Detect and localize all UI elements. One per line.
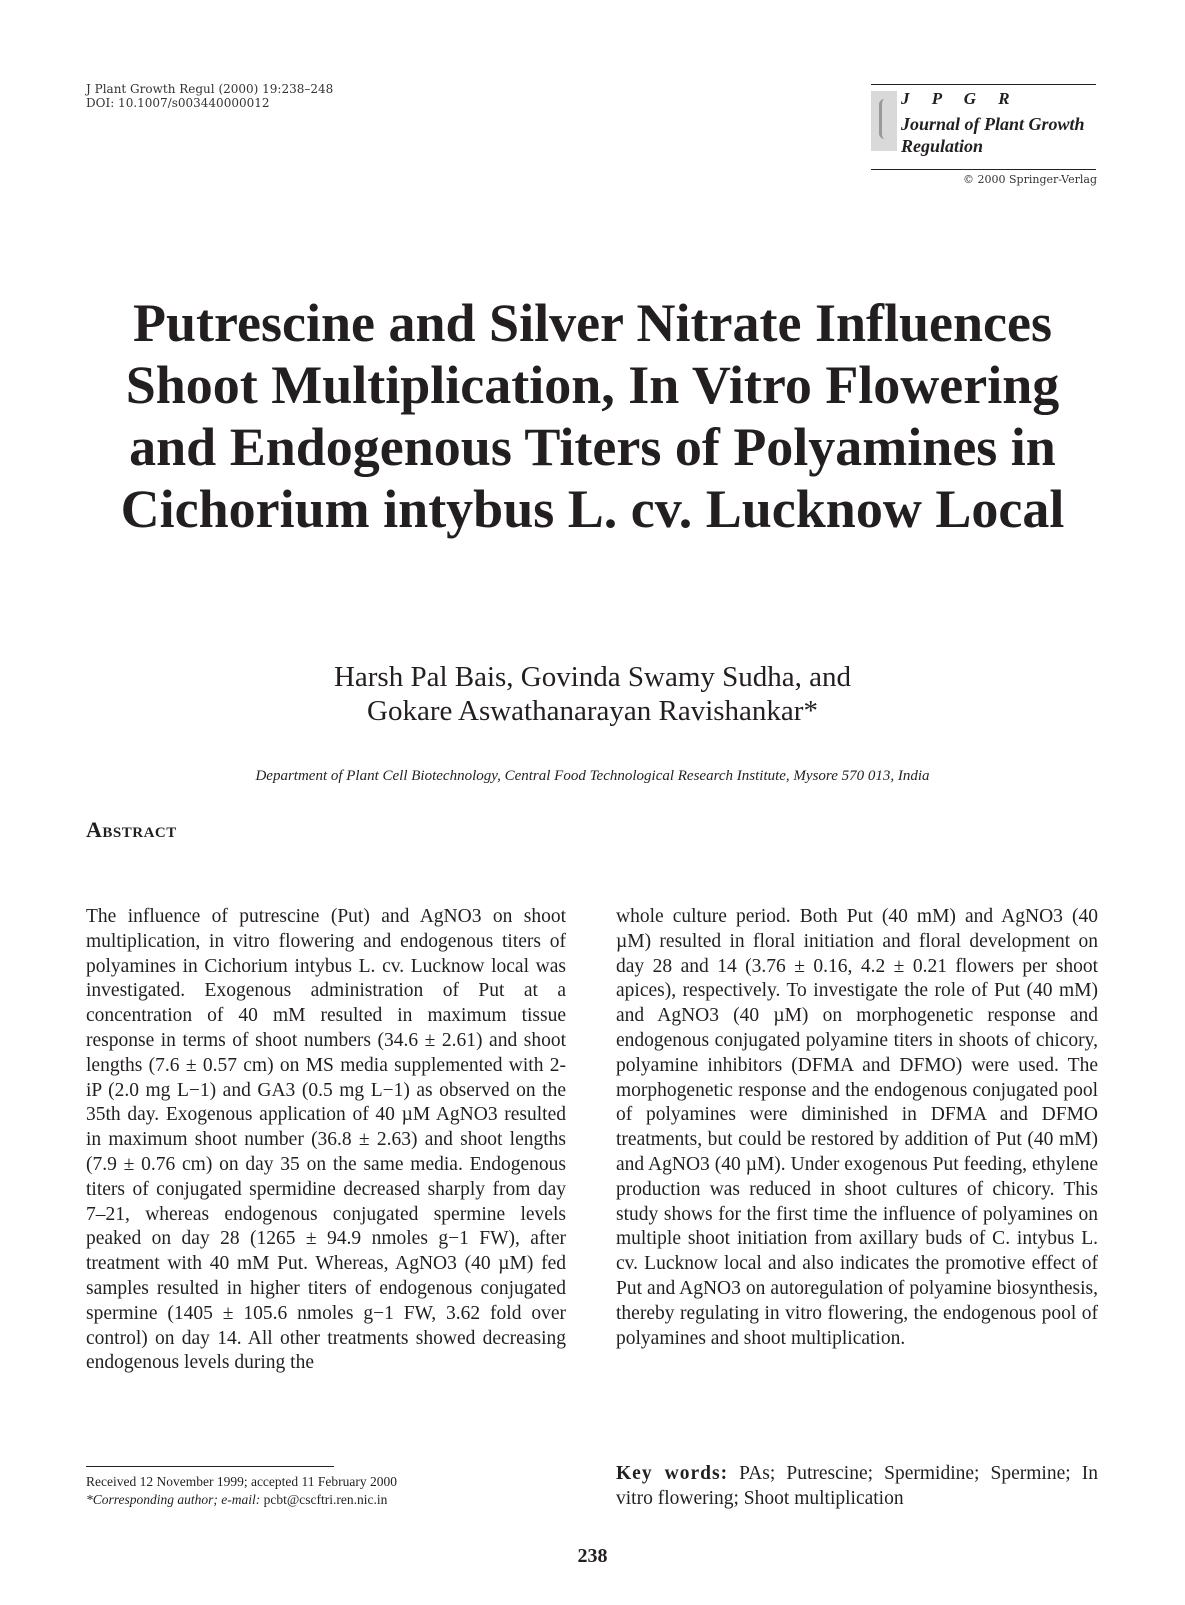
abstract-column-left: The influence of putrescine (Put) and AgNO3 on shoot multiplication, in vitro flowering and endogenous titers of polyamines in Cichorium intybus L. cv. Lucknow local was investigated. Exogenous administration of Put at a concentration of 40 mM resulted in maximum tissue response in terms of shoot numbers (34.6 ± 2.61) and shoot lengths (7.6 ± 0.57 cm) on MS media supplemented with 2-iP (2.0 mg L−1) and GA3 (0.5 mg L−1) as observed on the 35th day. Exogenous application of 40 µM AgNO3 resulted in maximum shoot number (36.8 ± 2.63) and shoot lengths (7.9 ± 0.76 cm) on day 35 on the same media. Endogenous titers of conjugated spermidine decreased sharply from day 7–21, whereas endogenous conjugated spermine levels peaked on day 28 (1265 ± 94.9 nmoles g−1 FW), after treatment with 40 mM Put. Whereas, AgNO3 (40 µM) fed samples resulted in higher titers of endogenous conjugated spermine (1405 ± 105.6 nmoles g−1 FW, 3.62 fold over control) on day 14. All other treatments showed decreasing endogenous levels during the	[86, 906, 566, 1374]
abstract-column-right: whole culture period. Both Put (40 mM) and AgNO3 (40 µM) resulted in floral initiation and floral development on day 28 and 14 (3.76 ± 0.16, 4.2 ± 0.21 flowers per shoot apices), respectively. To investigate the role of Put (40 mM) and AgNO3 (40 µM) on morphogenetic response and endogenous conjugated polyamine titers in shoots of chicory, polyamine inhibitors (DFMA and DFMO) were used. The morphogenetic response and the endogenous conjugated pool of polyamines were diminished in DFMA and DFMO treatments, but could be restored by addition of Put (40 mM) and AgNO3 (40 µM). Under exogenous Put feeding, ethylene production was reduced in shoot cultures of chicory. This study shows for the first time the influence of polyamines on multiple shoot initiation from axillary buds of C. intybus L. cv. Lucknow local and also indicates the promotive effect of Put and AgNO3 on autoregulation of polyamine biosynthesis, thereby regulating in vitro flowering, the endogenous pool of polyamines and shoot multiplication.	[616, 906, 1098, 1349]
journal-abbreviation: J P G R	[901, 89, 1019, 108]
corresponding-label: *Corresponding author; e-mail:	[86, 1492, 261, 1507]
author-line: Gokare Aswathanarayan Ravishankar*	[367, 695, 818, 727]
page-number: 238	[577, 1545, 608, 1567]
keywords	[616, 1462, 1098, 1512]
citation-line: J Plant Growth Regul (2000) 19:238–248	[86, 82, 334, 96]
keywords-list: PAs; Putrescine; Spermidine; Spermine; In vitro flowering; Shoot multiplication	[616, 1463, 1098, 1509]
journal-logo-mark	[871, 91, 897, 151]
author-line: Harsh Pal Bais, Govinda Swamy Sudha, and	[333, 661, 852, 693]
received-dates: Received 12 November 1999; accepted 11 February 2000	[86, 1474, 398, 1489]
author-list	[80, 660, 1105, 728]
citation-block	[86, 82, 333, 110]
abstract-heading: Abstract	[86, 817, 177, 842]
footnote-divider	[86, 1466, 334, 1467]
journal-name	[901, 113, 1085, 157]
affiliation: Department of Plant Cell Biotechnology, Central Food Technological Research Institute, Mysore 570 013, India	[255, 768, 930, 784]
doi-line: DOI: 10.1007/s003440000012	[86, 96, 270, 110]
copyright-notice: © 2000 Springer-Verlag	[963, 173, 1097, 186]
journal-name-line: Journal of Plant Growth	[901, 114, 1085, 134]
footnote	[86, 1473, 397, 1509]
article-title: Putrescine and Silver Nitrate Influences Shoot Multiplication, In Vitro Flowering and Endogenous Titers of Polyamines in Cichorium intybus L. cv. Lucknow Local	[120, 293, 1065, 539]
corresponding-author	[86, 1491, 397, 1509]
journal-name-line: Regulation	[901, 136, 984, 156]
journal-logo	[871, 84, 1096, 170]
corresponding-email[interactable]: pcbt@cscftri.ren.nic.in	[263, 1492, 388, 1507]
keywords-label: Key words:	[616, 1463, 729, 1484]
